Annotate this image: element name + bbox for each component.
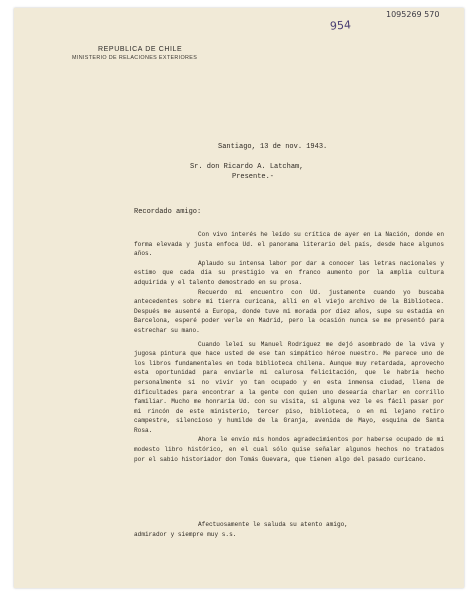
closing-line-1: Afectuosamente le saluda su atento amigo, — [198, 521, 348, 528]
body-paragraph: Cuando leleí su Manuel Rodríguez me dejó asombrado de la viva y jugosa pintura que hace usted de ese tan simpático héroe nuestro. Me parece uno de los libros fundamentales en toda biblioteca chilena. Aunque muy retardada, aprovecho esta oportunidad para enviarle mi calurosa felicitación, que le habría hecho personalmente si no vivir yo tan ocupado y en esta inmensa ciudad, llena de dificultades para encontrar a la gente con quien uno desearía charlar en corrillo familiar. Mucho me honraría Ud. con su visita, si alguna vez le es fácil pasar por mi rincón de este ministerio, tercer piso, biblioteca, o en mi lejano retiro campestre, silencioso y humilde de la Granja, avenida de Mayo, esquina de Santa Rosa. — [134, 340, 444, 434]
body-paragraph: Ahora le envío mis hondos agradecimientos por haberse ocupado de mi modesto libro histórico, en el cual sólo quise señalar algunos hechos no tratados por el sabio historiador don Tomás Guevara, que tienen algo del pasado curicano. — [134, 436, 444, 463]
letterhead-ministry: MINISTERIO DE RELACIONES EXTERIORES — [72, 55, 198, 61]
handwritten-folio-number: 954 — [329, 18, 352, 33]
body-paragraph: Recuerdo mi encuentro con Ud. justamente cuando yo buscaba antecedentes sobre mi tierra curicana, allí en el viejo archivo de la Biblioteca. Después me ausenté a Europa, donde tuve mi morada por diez años, supe su estadía en Barcelona, esperé poder verle en Madrid, pero la ocasión nunca se me presentó para estrechar su mano. — [134, 288, 444, 334]
body-paragraph: Aplaudo su intensa labor por dar a conocer las letras nacionales y estimo que cada día su prestigio va en franco aumento por la amplia cultura adquirida y el talento demostrado en su prosa. — [134, 259, 444, 286]
letterhead — [72, 46, 262, 61]
salutation: Recordado amigo: — [134, 208, 202, 216]
recipient-name: Sr. don Ricardo A. Latcham, — [190, 163, 304, 171]
date-line: Santiago, 13 de nov. 1943. — [218, 143, 328, 151]
letter-body — [134, 230, 444, 464]
closing — [134, 520, 444, 539]
recipient-presente: Presente.- — [232, 173, 275, 181]
handwritten-catalog-number: 1095269 570 — [386, 10, 440, 19]
closing-line-2: admirador y siempre muy s.s. — [134, 530, 237, 538]
body-paragraph: Con vivo interés he leído su crítica de ayer en La Nación, donde en forma elevada y justa enfoca Ud. el panorama literario del país, desde hace algunos años. — [134, 231, 444, 258]
letterhead-country: REPUBLICA DE CHILE — [98, 46, 183, 53]
